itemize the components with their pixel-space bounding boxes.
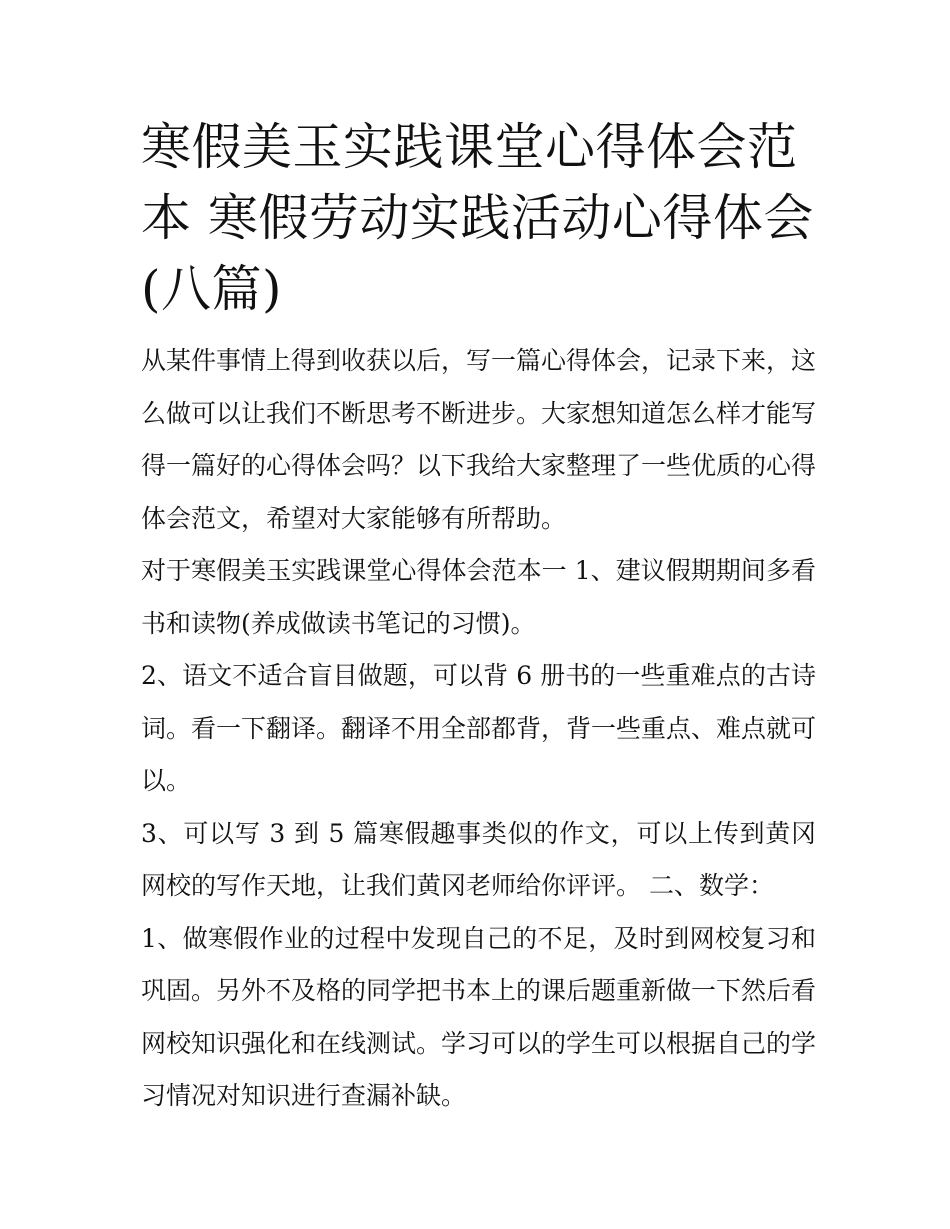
chinese-tip-paragraph: 2、语文不适合盲目做题，可以背 6 册书的一些重难点的古诗词。看一下翻译。翻译不用全部都背，背一些重点、难点就可以。	[141, 661, 817, 795]
document-page	[141, 112, 816, 1123]
document-body	[141, 335, 816, 1123]
document-title: 寒假美玉实践课堂心得体会范本 寒假劳动实践活动心得体会(八篇)	[141, 118, 814, 318]
section-one-paragraph: 对于寒假美玉实践课堂心得体会范本一 1、建议假期期间多看书和读物(养成做读书笔记的习惯)。	[141, 556, 816, 638]
math-tip-paragraph: 1、做寒假作业的过程中发现自己的不足，及时到网校复习和巩固。另外不及格的同学把书本上的课后题重新做一下然后看网校知识强化和在线测试。学习可以的学生可以根据自己的学习情况对知识进行查漏补缺。	[141, 923, 817, 1110]
composition-tip-paragraph: 3、可以写 3 到 5 篇寒假趣事类似的作文，可以上传到黄冈网校的写作天地，让我们黄冈老师给你评评。 二、数学：	[141, 818, 816, 900]
intro-paragraph: 从某件事情上得到收获以后，写一篇心得体会，记录下来，这么做可以让我们不断思考不断进步。大家想知道怎么样才能写得一篇好的心得体会吗？以下我给大家整理了一些优质的心得体会范文，希望对大家能够有所帮助。	[141, 346, 817, 533]
